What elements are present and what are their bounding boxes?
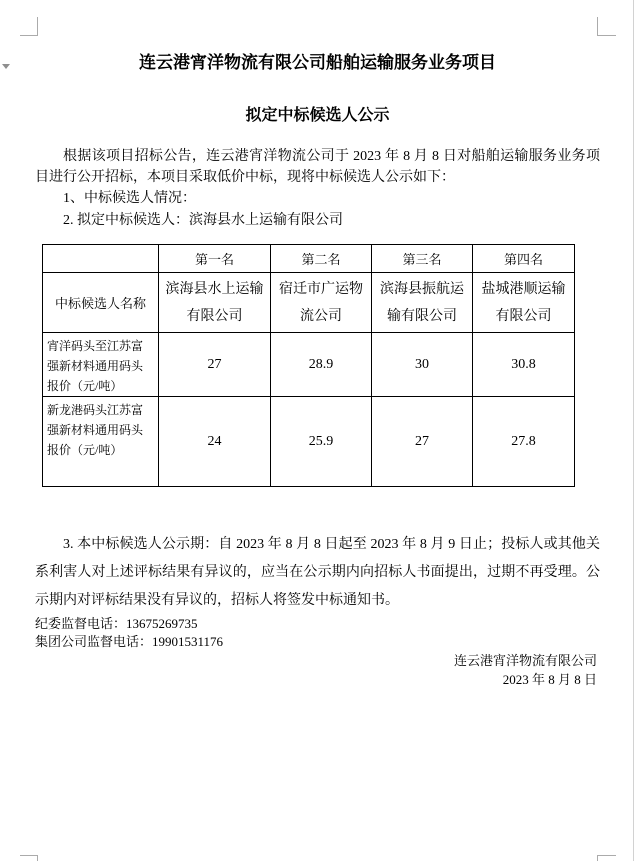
candidate-company-cell: 滨海县水上运输有限公司: [159, 273, 271, 333]
rank-header-cell: 第四名: [473, 245, 575, 273]
list-item-1: 1、中标候选人情况：: [63, 191, 196, 206]
bid-candidates-table: [42, 244, 575, 487]
price-row-label: 新龙港码头江苏富强新材料通用码头报价（元/吨）: [43, 397, 159, 487]
supervision-phones: [35, 615, 600, 651]
price-row-label: 宵洋码头至江苏富强新材料通用码头报价（元/吨）: [43, 333, 159, 397]
rank-header-cell: 第二名: [271, 245, 372, 273]
price-value-cell: 30: [372, 333, 473, 397]
group-phone-line: 集团公司监督电话：19901531176: [35, 634, 224, 649]
document-title: 连云港宵洋物流有限公司船舶运输服务业务项目: [139, 53, 496, 72]
price-value-cell: 28.9: [271, 333, 372, 397]
candidate-company-cell: 宿迁市广运物流公司: [271, 273, 372, 333]
discipline-phone-line: 纪委监督电话：13675269735: [35, 616, 198, 631]
price-value-cell: 30.8: [473, 333, 575, 397]
list-item-2: 2. 拟定中标候选人：滨海县水上运输有限公司: [63, 213, 343, 228]
rank-header-cell: 第一名: [159, 245, 271, 273]
margin-crop-mark-bottom-left-icon: [20, 855, 38, 861]
rank-header-cell: 第三名: [372, 245, 473, 273]
signature-company: 连云港宵洋物流有限公司: [453, 653, 597, 668]
intro-paragraph: 根据该项目招标公告，连云港宵洋物流公司于 2023 年 8 月 8 日对船舶运输服务业务项目进行公开招标，本项目采取低价中标，现将中标候选人公示如下：: [35, 149, 600, 185]
price-row-xinlonggang-wharf: [43, 397, 575, 487]
candidate-name-row-label: 中标候选人名称: [43, 273, 159, 333]
rank-header-row: [43, 245, 575, 273]
price-value-cell: 27: [372, 397, 473, 487]
price-value-cell: 25.9: [271, 397, 372, 487]
document-content: [35, 0, 600, 689]
publicity-period-paragraph: 3. 本中标候选人公示期：自 2023 年 8 月 8 日起至 2023 年 8 月 9 日止；投标人或其他关系利害人对上述评标结果有异议的，应当在公示期内向招标人书面提出，过期不再受理。公示期内对评标结果没有异议的，招标人将签发中标通知书。: [35, 537, 600, 608]
page-edge-line: [633, 0, 634, 861]
price-value-cell: 27.8: [473, 397, 575, 487]
signature-block: [35, 651, 600, 689]
outline-collapse-icon[interactable]: [2, 64, 10, 69]
candidate-company-cell: 盐城港顺运输有限公司: [473, 273, 575, 333]
table-corner-cell: [43, 245, 159, 273]
document-subtitle: 拟定中标候选人公示: [245, 107, 390, 124]
price-value-cell: 24: [159, 397, 271, 487]
margin-crop-mark-bottom-right-icon: [597, 855, 616, 861]
price-row-xiaoyang-wharf: [43, 333, 575, 397]
price-value-cell: 27: [159, 333, 271, 397]
candidate-names-row: [43, 273, 575, 333]
signature-date: 2023 年 8 月 8 日: [502, 672, 597, 687]
candidate-company-cell: 滨海县振航运输有限公司: [372, 273, 473, 333]
